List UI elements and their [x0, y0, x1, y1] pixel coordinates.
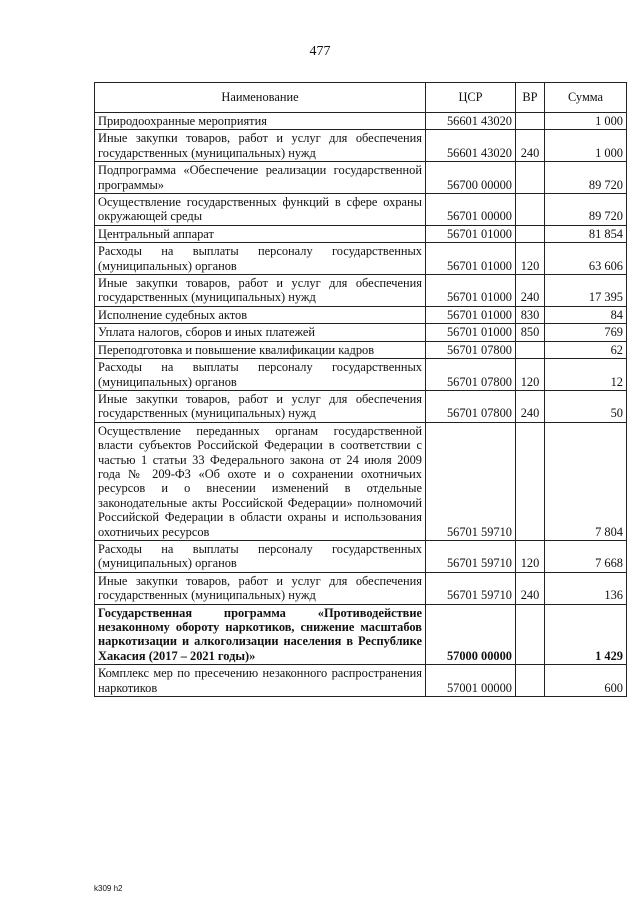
row-csr-cell: 56701 00000: [426, 194, 516, 226]
row-vr-cell: [516, 194, 545, 226]
row-csr-cell: 56701 59710: [426, 540, 516, 572]
row-name-cell: Иные закупки товаров, работ и услуг для обеспечения государственных (муниципальных) нужд: [95, 130, 426, 162]
row-sum-cell: 1 000: [545, 130, 627, 162]
table-row: [95, 324, 627, 341]
row-sum-cell: 1 429: [545, 604, 627, 665]
row-csr-cell: 56701 01000: [426, 306, 516, 323]
row-name-cell: Исполнение судебных актов: [95, 306, 426, 323]
row-csr-cell: 56701 01000: [426, 243, 516, 275]
header-csr: ЦСР: [426, 83, 516, 113]
row-sum-cell: 769: [545, 324, 627, 341]
row-sum-cell: 63 606: [545, 243, 627, 275]
row-name-cell: Иные закупки товаров, работ и услуг для обеспечения государственных (муниципальных) нужд: [95, 390, 426, 422]
table-row: [95, 540, 627, 572]
row-name-cell: Иные закупки товаров, работ и услуг для обеспечения государственных (муниципальных) нужд: [95, 275, 426, 307]
row-csr-cell: 56701 01000: [426, 225, 516, 242]
row-name-cell: Осуществление переданных органам государственной власти субъектов Российской Федерации в соответствии с частью 1 статьи 33 Федерального закона от 24 июля 2009 года № 209-ФЗ «Об охоте и о сохранении охотничьих ресурсов и о внесении изменений в отдельные законодательные акты Российской Федерации» полномочий Российской Федерации в области охраны и использования охотничьих ресурсов: [95, 422, 426, 540]
table-row: [95, 341, 627, 358]
row-vr-cell: 240: [516, 130, 545, 162]
row-name-cell: Природоохранные мероприятия: [95, 113, 426, 130]
row-sum-cell: 12: [545, 359, 627, 391]
row-name-cell: Подпрограмма «Обеспечение реализации государственной программы»: [95, 162, 426, 194]
row-name-cell: Комплекс мер по пресечению незаконного распространения наркотиков: [95, 665, 426, 697]
row-csr-cell: 56701 59710: [426, 422, 516, 540]
row-sum-cell: 1 000: [545, 113, 627, 130]
header-vr: ВР: [516, 83, 545, 113]
table-row: [95, 422, 627, 540]
table-row: [95, 275, 627, 307]
row-sum-cell: 600: [545, 665, 627, 697]
row-name-cell: Центральный аппарат: [95, 225, 426, 242]
row-csr-cell: 56601 43020: [426, 130, 516, 162]
footer-code: k309 h2: [94, 884, 123, 893]
table-row: [95, 130, 627, 162]
row-vr-cell: 240: [516, 572, 545, 604]
row-csr-cell: 57001 00000: [426, 665, 516, 697]
row-sum-cell: 136: [545, 572, 627, 604]
table-row: [95, 359, 627, 391]
table-row: [95, 162, 627, 194]
row-csr-cell: 56701 07800: [426, 390, 516, 422]
row-csr-cell: 56701 01000: [426, 275, 516, 307]
row-sum-cell: 62: [545, 341, 627, 358]
row-sum-cell: 84: [545, 306, 627, 323]
table-row: [95, 572, 627, 604]
row-vr-cell: [516, 162, 545, 194]
table-body: [95, 113, 627, 697]
row-vr-cell: [516, 341, 545, 358]
table-row: [95, 390, 627, 422]
table-row: [95, 604, 627, 665]
header-sum: Сумма: [545, 83, 627, 113]
row-sum-cell: 50: [545, 390, 627, 422]
row-csr-cell: 56701 07800: [426, 359, 516, 391]
table-row: [95, 225, 627, 242]
row-name-cell: Расходы на выплаты персоналу государственных (муниципальных) органов: [95, 243, 426, 275]
row-sum-cell: 7 668: [545, 540, 627, 572]
row-name-cell: Государственная программа «Противодействие незаконному обороту наркотиков, снижение масштабов наркотизации и алкоголизации населения в Республике Хакасия (2017 – 2021 годы)»: [95, 604, 426, 665]
row-name-cell: Расходы на выплаты персоналу государственных (муниципальных) органов: [95, 359, 426, 391]
row-vr-cell: 120: [516, 359, 545, 391]
row-name-cell: Расходы на выплаты персоналу государственных (муниципальных) органов: [95, 540, 426, 572]
row-sum-cell: 89 720: [545, 194, 627, 226]
row-vr-cell: 120: [516, 540, 545, 572]
row-vr-cell: 850: [516, 324, 545, 341]
row-csr-cell: 57000 00000: [426, 604, 516, 665]
row-csr-cell: 56601 43020: [426, 113, 516, 130]
row-vr-cell: [516, 665, 545, 697]
table-row: [95, 194, 627, 226]
header-name: Наименование: [95, 83, 426, 113]
row-vr-cell: [516, 225, 545, 242]
row-csr-cell: 56700 00000: [426, 162, 516, 194]
row-name-cell: Осуществление государственных функций в сфере охраны окружающей среды: [95, 194, 426, 226]
row-sum-cell: 7 804: [545, 422, 627, 540]
row-vr-cell: [516, 113, 545, 130]
row-vr-cell: 120: [516, 243, 545, 275]
table-row: [95, 113, 627, 130]
row-sum-cell: 89 720: [545, 162, 627, 194]
row-vr-cell: [516, 604, 545, 665]
row-name-cell: Переподготовка и повышение квалификации кадров: [95, 341, 426, 358]
row-csr-cell: 56701 07800: [426, 341, 516, 358]
table-row: [95, 306, 627, 323]
row-name-cell: Уплата налогов, сборов и иных платежей: [95, 324, 426, 341]
row-sum-cell: 81 854: [545, 225, 627, 242]
row-csr-cell: 56701 59710: [426, 572, 516, 604]
row-vr-cell: [516, 422, 545, 540]
row-vr-cell: 240: [516, 275, 545, 307]
table-row: [95, 665, 627, 697]
row-sum-cell: 17 395: [545, 275, 627, 307]
budget-table: [94, 82, 627, 697]
table-header-row: [95, 83, 627, 113]
row-csr-cell: 56701 01000: [426, 324, 516, 341]
row-name-cell: Иные закупки товаров, работ и услуг для обеспечения государственных (муниципальных) нужд: [95, 572, 426, 604]
table-row: [95, 243, 627, 275]
row-vr-cell: 240: [516, 390, 545, 422]
row-vr-cell: 830: [516, 306, 545, 323]
page-number: 477: [309, 44, 331, 59]
